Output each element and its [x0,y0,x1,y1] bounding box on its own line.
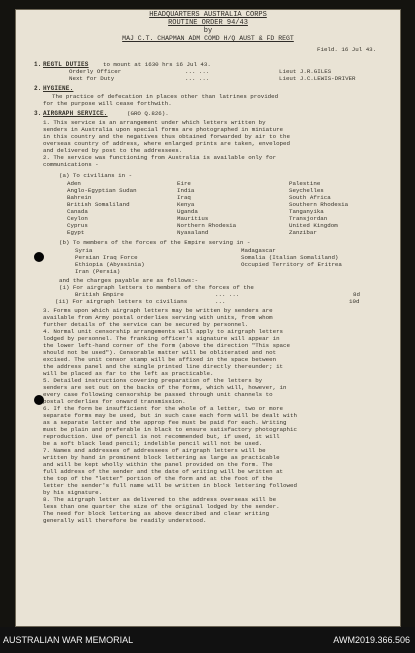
paragraph-line: 5. Detailed instructions covering preparation of the letters by [43,377,263,384]
paragraph-line: further details of the service can be secured by personnel. [43,321,249,328]
doc-subtitle: ROUTINE ORDER 94/43 [168,19,248,27]
section-heading: AIRGRAPH SERVICE. [43,110,108,117]
paragraph-line: available from Army postal orderlies serving with units, from whom [43,314,273,321]
paragraph-line: 4. Normal unit censorship arrangements will apply to airgraph letters [43,328,284,335]
punch-hole [34,252,44,262]
section-heading-text: (GRO Q.826). [127,110,169,117]
country-cell: Southern Rhodesia [289,201,349,208]
country-cell: Kenya [177,201,195,208]
paragraph-line: postal orderlies for onward transmission. [43,398,186,405]
footer-credit: AUSTRALIAN WAR MEMORIAL [3,635,134,645]
section-heading: REGTL DUTIES [43,61,89,68]
paragraph-line: the address panel and the single printed line directly thereunder; it [43,363,284,370]
archive-footer [0,627,415,653]
paragraph-line: reproduction. Use of pencil is not recommended but, if used, it will [43,433,280,440]
forces-cell: Occupied Territory of Eritrea [241,261,342,268]
paragraph-line: 3. Forms upon which airgraph letters may be written by senders are [43,307,273,314]
forces-cell: Iran (Persia) [75,268,121,275]
section-number: 1. [34,61,42,68]
airgraph-intro [43,119,397,171]
country-cell: Nyasaland [177,229,209,236]
charge-amount: 8d [353,291,360,298]
paragraph-line: and delivered by post to the addressees. [43,147,183,154]
paragraph-line: The need for block lettering as above described and clear writing [43,510,270,517]
paragraph-line: 7. Names and addresses of addressees of airgraph letters will be [43,447,266,454]
document-page [15,9,401,627]
country-cell: Eire [177,180,191,187]
duty-name: Lieut J.C.LEWIS-DRIVER [279,75,356,82]
country-cell: Zanzibar [289,229,317,236]
paragraph-line: senders are set out on the backs of the forms, which will, however, in [43,384,287,391]
forces-table [75,247,375,277]
forces-cell: Persian Iraq Force [75,254,138,261]
section-number: 2. [34,85,42,92]
forces-label: (b) To members of the forces of the Empire serving in - [59,239,251,246]
charge-label-cont: British Empire [75,291,124,298]
country-cell: Mauritius [177,215,209,222]
paragraph-line: will be placed as far to the left as practicable. [43,370,214,377]
country-cell: Anglo-Egyptian Sudan [67,187,137,194]
country-cell: Transjordan [289,215,328,222]
section-heading: HYGIENE. [43,85,74,92]
paragraph-line: senders in Australia upon special forms are photographed in miniature [43,126,284,133]
doc-date: Field. 16 Jul 43. [317,46,377,53]
duty-dots: ... ... [185,68,210,75]
paragraph-line: overseas country of address, where enlarged prints are taken, enveloped [43,140,290,147]
charge-label: (ii) For airgraph letters to civilians [55,298,188,305]
country-cell: Bahrein [67,194,92,201]
duty-dots: ... ... [185,75,210,82]
section-heading-text: to mount at 1630 hrs 16 Jul 43. [103,61,211,68]
country-cell: Uganda [177,208,198,215]
paragraph-line: the top of the "letter" portion of the form and at the foot of the [43,475,273,482]
paragraph-line: 6. If the form be insufficient for the whole of a letter, two or more [43,405,284,412]
paragraph-line: be a soft black lead pencil; indelible pencil will not be used. [43,440,263,447]
footer-accession-number: AWM2019.366.506 [333,635,410,645]
charge-amount: 10d [349,298,360,305]
paragraph-line: less than one quarter the size of the original lodged by the sender. [43,503,280,510]
country-cell: Tanganyika [289,208,324,215]
paragraph-line: must be plain and preferable in black to ensure satisfactory photographic [43,426,297,433]
paragraph-line: in this country and the negatives thus obtained forwarded by air to the [43,133,290,140]
doc-by: by [203,27,213,35]
duty-role: Next for Duty [69,75,115,82]
section-number: 3. [34,110,42,117]
paragraph-line: generally will therefore be readily understood. [43,517,207,524]
paragraph-line: lodged by personnel. The franking officer's signature will appear in [43,335,280,342]
civilians-label: (a) To civilians in - [59,172,133,179]
country-cell: Canada [67,208,88,215]
forces-cell: Somalia (Italian Somaliland) [241,254,339,261]
country-cell: United Kingdom [289,222,338,229]
body-paragraphs [43,307,397,527]
country-table [67,180,387,238]
paragraph-line: every case following censorship be passed through unit channels to [43,391,273,398]
country-cell: Iraq [177,194,191,201]
country-cell: British Somaliland [67,201,130,208]
country-cell: Ceylon [67,215,88,222]
paragraph-line: full address of the sender and the date of writing will be written at [43,468,284,475]
country-cell: Palestine [289,180,321,187]
charge-label: (i) For airgraph letters to members of the forces of the [59,284,254,291]
paragraph-line: 1. This service is an arrangement under which letters written by [43,119,266,126]
country-cell: Seychelles [289,187,324,194]
paragraph-line: should not be used"). Censorable matter will be obliterated and not [43,349,277,356]
paragraph-line: as a separate letter and the approp fee must be paid for each. Writing [43,419,287,426]
forces-cell: Madagascar [241,247,276,254]
doc-title: HEADQUARTERS AUSTRALIA CORPS [149,11,267,19]
duty-role: Orderly Officer [69,68,122,75]
charges-intro: and the charges payable are as follows:- [59,277,199,284]
country-cell: Egypt [67,229,85,236]
paragraph-line: The practice of defecation in places other than latrines provided [52,93,279,100]
paragraph-line: and will be kept wholly within the panel provided on the form. The [43,461,273,468]
forces-cell: Syria [75,247,93,254]
charge-dots: ... [215,298,226,305]
forces-cell: Ethiopia (Abyssinia) [75,261,145,268]
paragraph-line: communications - [43,161,99,168]
charge-dots: ... ... [215,291,240,298]
paragraph-line: by his signature. [43,489,103,496]
doc-commander: MAJ C.T. CHAPMAN ADM COMD H/Q AUST & FD REGT [122,35,294,42]
paragraph-line: 2. The service was functioning from Australia is available only for [43,154,277,161]
country-cell: Northern Rhodesia [177,222,237,229]
paragraph-line: separate forms may be used, but in such case each form will be dealt with [43,412,297,419]
duty-name: Lieut J.R.GILES [279,68,332,75]
paragraph-line: written by hand in prominent block lettering as large as practicable [43,454,280,461]
country-cell: Cyprus [67,222,88,229]
paragraph-line: for the purpose will cease forthwith. [43,100,172,107]
paragraph-line: excised. The unit censor stamp will be affixed in the space between [43,356,277,363]
country-cell: India [177,187,195,194]
country-cell: Aden [67,180,81,187]
paragraph-line: letter the sender's full name will be written in block lettering followed [43,482,297,489]
country-cell: South Africa [289,194,331,201]
paragraph-line: 8. The airgraph letter as delivered to the address overseas will be [43,496,277,503]
paragraph-line: the lower left-hand corner of the form (above the direction "This space [43,342,290,349]
